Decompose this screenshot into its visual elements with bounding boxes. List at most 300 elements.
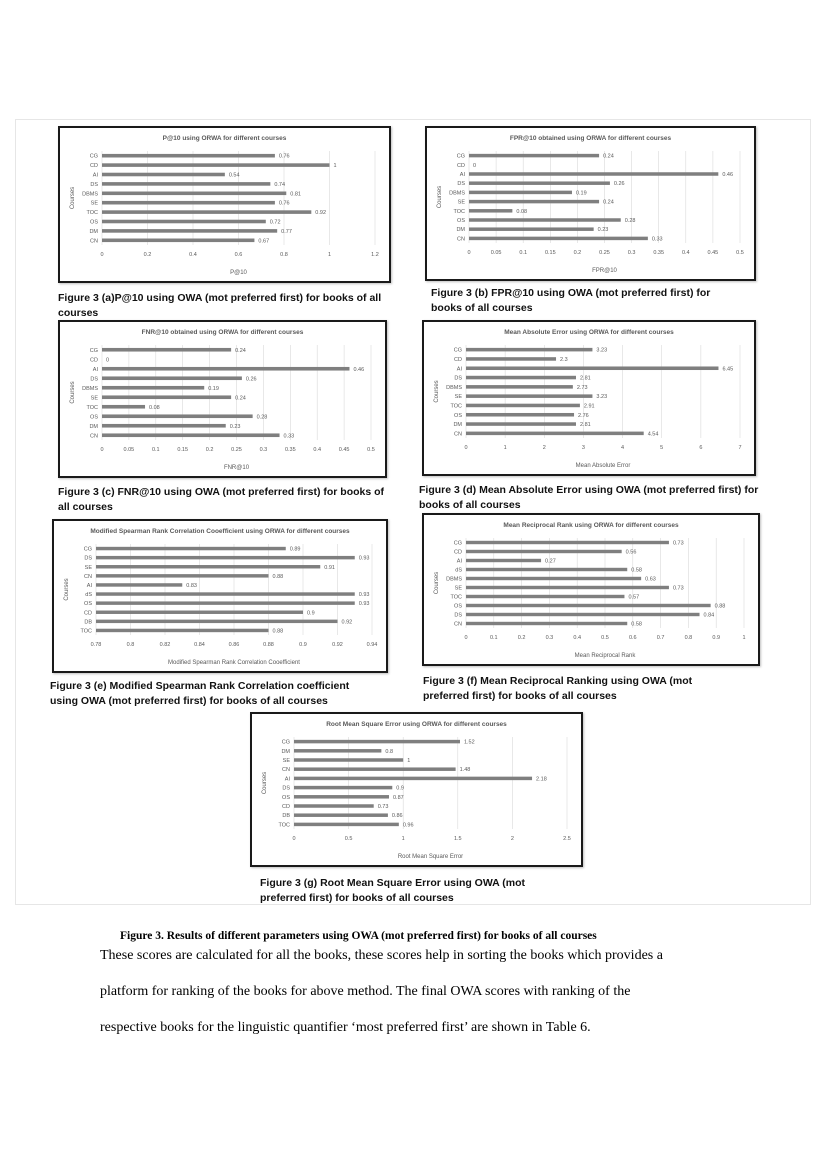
bar: [466, 577, 641, 580]
bar: [466, 586, 669, 589]
value-label: 0.84: [703, 612, 715, 619]
category-label: CN: [454, 621, 462, 628]
bar: [102, 182, 270, 186]
x-tick-label: 3: [581, 445, 585, 451]
bar: [96, 601, 355, 604]
category-label: SE: [454, 394, 462, 401]
category-label: CN: [90, 238, 98, 245]
category-label: CG: [89, 347, 98, 354]
value-label: 0.91: [324, 564, 335, 571]
category-label: CG: [453, 347, 462, 354]
category-label: CD: [454, 549, 462, 556]
value-label: 0.24: [235, 347, 246, 354]
value-label: 0.93: [358, 592, 370, 599]
x-tick-label: 0: [464, 635, 468, 641]
value-label: 0: [106, 357, 110, 364]
caption-c: Figure 3 (c) FNR@10 using OWA (mot preferred first) for books of all courses: [58, 486, 385, 513]
value-label: 0.24: [235, 395, 246, 402]
value-label: 0.88: [272, 628, 284, 635]
bar: [469, 181, 610, 184]
value-label: 0.93: [358, 601, 370, 608]
value-label: 0.28: [624, 218, 636, 224]
category-label: CD: [282, 804, 290, 810]
x-tick-label: 0.78: [90, 642, 102, 648]
value-label: 0.24: [603, 199, 614, 206]
category-label: OS: [90, 414, 98, 421]
value-label: 2.91: [583, 403, 595, 410]
category-label: TOC: [86, 404, 98, 411]
category-label: CD: [457, 162, 465, 169]
category-label: SE: [282, 758, 290, 764]
bar: [466, 348, 592, 352]
category-label: DB: [282, 813, 290, 820]
value-label: 2.81: [579, 422, 591, 429]
category-label: CN: [90, 433, 98, 440]
chart-svg: [424, 322, 754, 474]
category-label: DM: [456, 227, 465, 234]
x-tick-label: 0.8: [126, 642, 135, 648]
chart-svg: [60, 128, 389, 281]
category-label: OS: [454, 603, 462, 610]
category-label: CG: [83, 546, 92, 553]
x-tick-label: 0.4: [189, 252, 197, 258]
bar: [469, 209, 512, 212]
chart-b: [425, 126, 756, 281]
value-label: 2.3: [560, 356, 568, 363]
bar: [469, 154, 599, 157]
bar: [466, 604, 711, 607]
x-axis-label: FPR@10: [592, 268, 617, 274]
category-label: DS: [457, 181, 465, 188]
x-tick-label: 0: [100, 447, 104, 453]
x-tick-label: 0.6: [628, 635, 637, 641]
x-tick-label: 0: [467, 250, 471, 256]
x-tick-label: 0.88: [263, 642, 274, 648]
bar: [466, 550, 622, 553]
x-tick-label: 0.3: [545, 635, 554, 641]
value-label: 0.08: [516, 208, 528, 215]
category-label: SE: [90, 395, 98, 402]
value-label: 1: [333, 163, 337, 170]
bar: [102, 367, 349, 371]
category-label: DS: [454, 375, 462, 382]
x-tick-label: 0.2: [517, 635, 526, 641]
value-label: 0.88: [714, 603, 726, 610]
category-label: DS: [90, 181, 98, 188]
category-label: TOC: [453, 208, 465, 215]
category-label: TOC: [450, 594, 462, 601]
x-axis-label: Mean Absolute Error: [575, 463, 631, 469]
value-label: 0.72: [269, 219, 281, 226]
paragraph-line: respective books for the linguistic quantifier ‘most preferred first’ are shown in Table 6.: [100, 1020, 591, 1035]
caption-f: Figure 3 (f) Mean Reciprocal Ranking using OWA (mot preferred first) for books of all courses: [423, 675, 693, 702]
bar: [102, 376, 242, 380]
value-label: 0.08: [149, 404, 160, 411]
category-label: DBMS: [446, 384, 462, 391]
value-label: 0.27: [545, 558, 556, 565]
chart-svg: [252, 714, 581, 865]
x-tick-label: 0.84: [194, 642, 205, 648]
bar: [469, 227, 594, 230]
x-tick-label: 0.5: [367, 447, 375, 453]
value-label: 0.83: [186, 582, 197, 589]
category-label: DS: [90, 376, 98, 383]
value-label: 0.96: [402, 822, 414, 829]
x-axis-label: FNR@10: [223, 465, 250, 471]
category-label: CN: [457, 236, 465, 243]
category-label: DBMS: [82, 191, 98, 198]
x-tick-label: 0.1: [489, 635, 498, 641]
x-tick-label: 0.4: [573, 635, 582, 641]
y-axis-label: Courses: [70, 381, 76, 404]
category-label: SE: [457, 199, 465, 206]
category-label: SE: [84, 564, 92, 571]
x-tick-label: 0.3: [259, 447, 268, 453]
value-label: 0.73: [377, 804, 389, 810]
category-label: CD: [454, 356, 462, 363]
x-tick-label: 1: [327, 252, 332, 258]
x-tick-label: 0.7: [656, 635, 665, 641]
x-axis-label: P@10: [230, 270, 247, 276]
category-label: DBMS: [82, 385, 98, 392]
paragraph-line: These scores are calculated for all the books, these scores help in sorting the books which provides a: [100, 948, 663, 963]
x-tick-label: 7: [738, 445, 742, 451]
value-label: 2.73: [576, 384, 588, 391]
x-tick-label: 1: [742, 635, 746, 641]
chart-svg: [60, 322, 385, 476]
category-label: CD: [90, 163, 98, 170]
x-tick-label: 0.2: [143, 252, 152, 258]
x-tick-label: 0.94: [366, 642, 378, 648]
bar: [294, 786, 392, 789]
bar: [102, 424, 226, 428]
category-label: CG: [456, 153, 465, 160]
bar: [294, 823, 399, 826]
x-tick-label: 0.2: [205, 447, 214, 453]
x-tick-label: 1.5: [453, 836, 462, 842]
value-label: 1.52: [463, 739, 475, 746]
bar: [102, 173, 225, 177]
x-tick-label: 0.5: [601, 635, 609, 641]
chart-svg: [427, 128, 754, 279]
category-label: CG: [281, 739, 290, 746]
value-label: 4.54: [647, 431, 659, 438]
y-axis-label: Courses: [437, 185, 443, 209]
value-label: 0.73: [672, 540, 684, 547]
x-tick-label: 0.1: [519, 250, 528, 256]
bar: [102, 395, 231, 399]
value-label: 1.48: [459, 767, 471, 774]
bar: [466, 376, 576, 380]
value-label: 0.58: [631, 621, 642, 628]
bar: [102, 405, 145, 409]
figure-title: Figure 3. Results of different parameters using OWA (mot preferred first) for books of all courses: [120, 930, 597, 942]
bar: [469, 191, 572, 194]
bar: [102, 210, 311, 214]
bar: [102, 229, 277, 233]
category-label: DBMS: [446, 576, 462, 583]
bar: [294, 804, 374, 807]
bar: [96, 629, 269, 632]
x-tick-label: 0.35: [653, 250, 665, 256]
value-label: 0.87: [393, 794, 404, 801]
bar: [466, 432, 644, 436]
chart-g: [250, 712, 583, 867]
category-label: DM: [281, 748, 290, 755]
category-label: AI: [86, 582, 92, 589]
value-label: 0.9: [307, 610, 315, 617]
caption-g: Figure 3 (g) Root Mean Square Error using OWA (mot preferred first) for books of all courses: [260, 877, 526, 904]
bar: [294, 813, 388, 816]
bar: [469, 200, 599, 203]
chart-title: Modified Spearman Rank Correlation Cooefficient using ORWA for different courses: [90, 528, 350, 535]
category-label: TOC: [278, 822, 290, 829]
value-label: 0.23: [597, 227, 609, 234]
x-tick-label: 0.82: [159, 642, 171, 648]
value-label: 0.26: [613, 181, 625, 188]
value-label: 0.92: [315, 210, 327, 217]
x-tick-label: 0.15: [177, 447, 189, 453]
x-tick-label: 0.5: [344, 836, 353, 842]
value-label: 1: [407, 758, 411, 764]
x-tick-label: 0.2: [573, 250, 582, 256]
x-tick-label: 0.5: [736, 250, 744, 256]
x-tick-label: 0.4: [681, 250, 690, 256]
bar: [96, 574, 269, 577]
bar: [102, 192, 286, 196]
category-label: SE: [454, 585, 462, 592]
bar: [294, 740, 460, 743]
x-tick-label: 2: [542, 445, 546, 451]
bar: [102, 220, 266, 224]
value-label: 0.24: [603, 153, 614, 160]
chart-title: Mean Absolute Error using ORWA for different courses: [504, 329, 674, 336]
bar: [96, 620, 338, 623]
value-label: 0.76: [278, 153, 290, 160]
value-label: 0.9: [396, 785, 404, 792]
bar: [294, 795, 389, 798]
x-tick-label: 0.25: [599, 250, 610, 256]
value-label: 0.28: [256, 414, 268, 421]
chart-svg: [54, 521, 386, 671]
bar: [469, 237, 648, 240]
bar: [102, 201, 275, 205]
value-label: 0: [473, 162, 477, 169]
y-axis-label: Courses: [64, 578, 70, 601]
value-label: 0.92: [341, 619, 353, 626]
x-axis-label: Modified Spearman Rank Correlation Cooefficient: [168, 660, 300, 666]
value-label: 0.46: [722, 172, 734, 178]
chart-title: Root Mean Square Error using ORWA for different courses: [326, 721, 507, 728]
bar: [96, 592, 355, 595]
value-label: 0.93: [358, 555, 370, 562]
bar: [469, 218, 621, 221]
value-label: 0.33: [283, 433, 295, 440]
value-label: 0.81: [290, 191, 301, 198]
value-label: 0.46: [353, 366, 365, 373]
x-tick-label: 0: [100, 252, 104, 258]
x-tick-label: 1: [401, 836, 405, 842]
value-label: 0.76: [278, 200, 290, 207]
value-label: 0.86: [391, 813, 403, 820]
value-label: 3.23: [596, 394, 608, 401]
x-tick-label: 0.15: [544, 250, 556, 256]
bar: [102, 348, 231, 352]
value-label: 2.76: [578, 412, 589, 419]
value-label: 0.63: [645, 576, 656, 583]
x-tick-label: 0.92: [332, 642, 343, 648]
x-tick-label: 0.86: [228, 642, 240, 648]
chart-svg: [424, 515, 758, 664]
category-label: AI: [456, 366, 462, 373]
value-label: 0.19: [575, 190, 587, 197]
bar: [469, 172, 718, 175]
bar: [102, 239, 254, 243]
x-tick-label: 0.6: [234, 252, 243, 258]
x-tick-label: 0.9: [712, 635, 721, 641]
x-tick-label: 0.3: [627, 250, 636, 256]
chart-c: [58, 320, 387, 478]
value-label: 0.57: [628, 594, 640, 601]
category-label: CN: [84, 573, 92, 580]
x-tick-label: 0.1: [151, 447, 160, 453]
chart-title: FNR@10 obtained using ORWA for different courses: [141, 329, 304, 336]
value-label: 0.89: [289, 546, 301, 553]
chart-title: Mean Reciprocal Rank using ORWA for different courses: [503, 522, 679, 529]
chart-title: P@10 using ORWA for different courses: [162, 135, 287, 142]
category-label: AI: [284, 776, 290, 783]
bar: [96, 583, 182, 586]
x-axis-label: Root Mean Square Error: [397, 854, 464, 860]
chart-d: [422, 320, 756, 476]
y-axis-label: Courses: [262, 771, 268, 795]
category-label: AI: [92, 172, 98, 179]
value-label: 0.26: [245, 376, 257, 383]
category-label: DBMS: [449, 190, 465, 197]
bar: [466, 404, 580, 408]
category-label: CD: [90, 357, 98, 364]
caption-b: Figure 3 (b) FPR@10 using OWA (mot preferred first) for books of all courses: [431, 287, 711, 314]
category-label: DM: [89, 228, 98, 235]
value-label: 2.81: [579, 375, 591, 382]
category-label: dS: [455, 567, 462, 574]
bar: [466, 622, 627, 625]
x-axis-label: Mean Reciprocal Rank: [574, 653, 636, 659]
category-label: OS: [457, 218, 465, 224]
category-label: CG: [89, 153, 98, 160]
x-tick-label: 1: [503, 445, 507, 451]
category-label: DM: [453, 422, 462, 429]
bar: [466, 568, 627, 571]
bar: [96, 547, 286, 550]
x-tick-label: 0.4: [313, 447, 322, 453]
category-label: DS: [84, 555, 92, 562]
x-tick-label: 0.8: [280, 252, 288, 258]
value-label: 0.56: [625, 549, 637, 556]
value-label: 6.45: [722, 366, 734, 373]
paragraph-line: platform for ranking of the books for above method. The final OWA scores with ranking of the: [100, 984, 631, 999]
value-label: 0.19: [208, 385, 219, 392]
value-label: 0.74: [274, 181, 286, 188]
x-tick-label: 0.35: [284, 447, 296, 453]
x-tick-label: 0.05: [490, 250, 502, 256]
bar: [102, 154, 275, 158]
category-label: TOC: [80, 628, 92, 635]
value-label: 3.23: [596, 347, 608, 354]
category-label: dS: [85, 592, 92, 599]
x-tick-label: 0: [464, 445, 468, 451]
x-tick-label: 4: [621, 445, 625, 451]
category-label: OS: [282, 794, 290, 801]
bar: [102, 414, 253, 418]
x-tick-label: 0: [292, 836, 296, 842]
bar: [102, 386, 204, 390]
value-label: 0.23: [229, 423, 241, 430]
value-label: 0.67: [258, 238, 270, 245]
y-axis-label: Courses: [434, 571, 440, 595]
category-label: OS: [454, 412, 462, 419]
bar: [466, 613, 700, 616]
x-tick-label: 5: [660, 445, 664, 451]
bar: [96, 611, 303, 614]
bar: [96, 556, 355, 559]
category-label: CN: [454, 431, 462, 438]
category-label: SE: [90, 200, 98, 207]
chart-a: [58, 126, 391, 283]
x-tick-label: 0.45: [707, 250, 719, 256]
category-label: OS: [84, 601, 92, 608]
value-label: 0.77: [281, 228, 292, 235]
value-label: 0.8: [385, 748, 394, 755]
category-label: AI: [459, 172, 465, 178]
bar: [466, 385, 573, 389]
y-axis-label: Courses: [70, 186, 76, 210]
caption-a: Figure 3 (a)P@10 using OWA (mot preferred first) for books of all courses: [58, 292, 382, 319]
category-label: TOC: [450, 403, 462, 410]
bar: [466, 366, 718, 370]
bar: [466, 559, 541, 562]
bar: [466, 413, 574, 417]
category-label: DB: [84, 619, 92, 626]
category-label: CG: [453, 540, 462, 547]
chart-f: [422, 513, 760, 666]
bar: [96, 565, 320, 568]
value-label: 2.18: [536, 776, 547, 783]
bar: [466, 422, 576, 426]
bar: [294, 767, 456, 770]
bar: [466, 357, 556, 361]
category-label: AI: [92, 366, 98, 373]
x-tick-label: 0.8: [684, 635, 693, 641]
value-label: 0.58: [631, 567, 642, 574]
x-tick-label: 0.9: [299, 642, 307, 648]
x-tick-label: 0.05: [123, 447, 135, 453]
x-tick-label: 6: [699, 445, 703, 451]
value-label: 0.88: [272, 573, 284, 580]
body-paragraph: [100, 938, 730, 1046]
category-label: AI: [456, 558, 462, 565]
bar: [466, 595, 624, 598]
category-label: CN: [282, 767, 290, 774]
category-label: DS: [454, 612, 462, 619]
chart-e: [52, 519, 388, 673]
x-tick-label: 2: [510, 836, 514, 842]
category-label: DS: [282, 785, 290, 792]
y-axis-label: Courses: [434, 380, 440, 403]
bar: [294, 758, 403, 761]
value-label: 0.54: [228, 172, 240, 179]
bar: [466, 394, 592, 398]
